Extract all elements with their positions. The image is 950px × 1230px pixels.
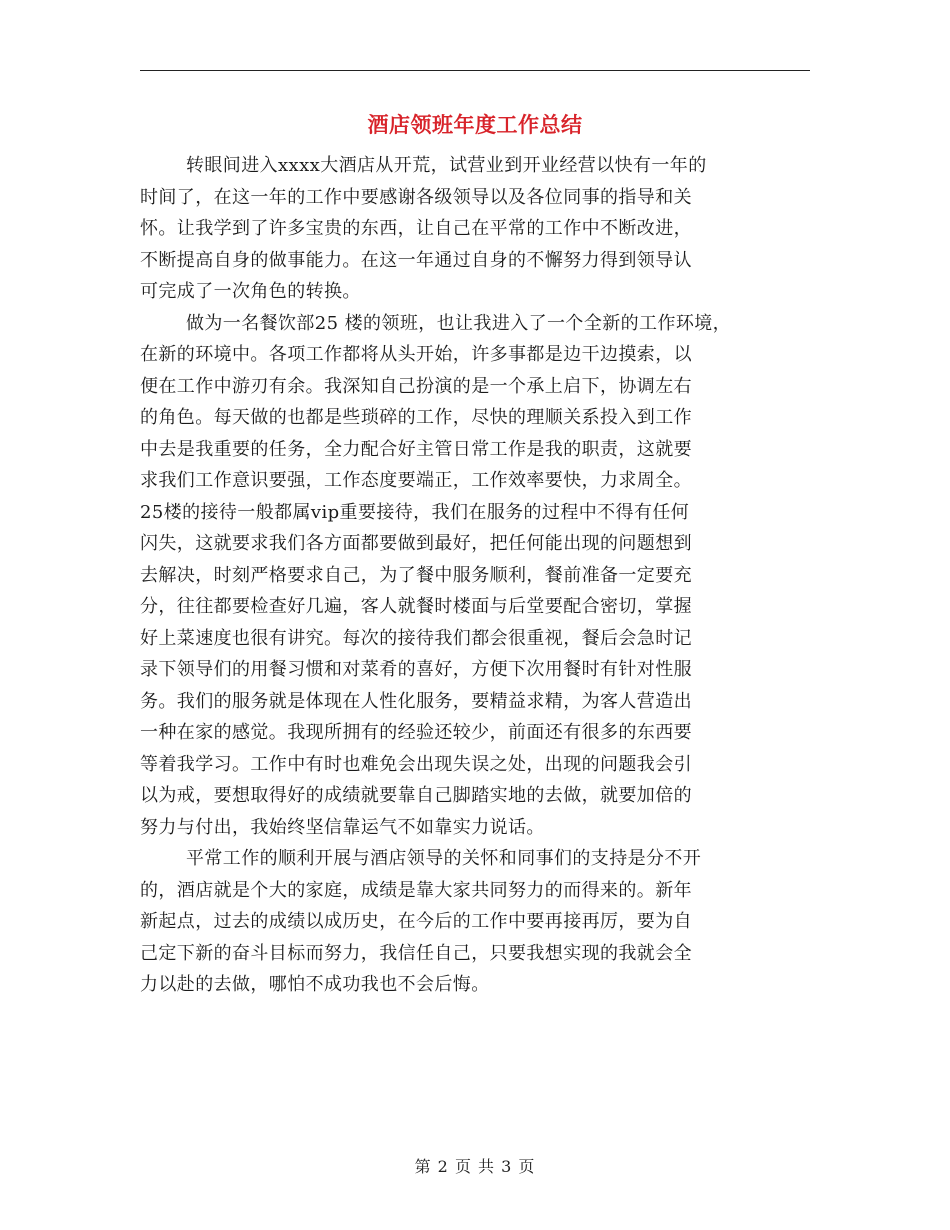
text-line: 在新的环境中。各项工作都将从头开始，许多事都是边干边摸索，以 <box>140 344 692 365</box>
text-line: 闪失，这就要求我们各方面都要做到最好，把任何能出现的问题想到 <box>140 533 692 554</box>
paragraph-3 <box>140 843 800 1001</box>
paragraph-1 <box>140 150 800 308</box>
text-line: 新起点，过去的成绩以成历史，在今后的工作中要再接再厉，要为自 <box>140 911 692 932</box>
text-line: 平常工作的顺利开展与酒店领导的关怀和同事们的支持是分不开 <box>186 848 702 869</box>
text-line: 努力与付出，我始终坚信靠运气不如靠实力说话。 <box>140 816 545 838</box>
text-line: 去解决，时刻严格要求自己，为了餐中服务顺利，餐前准备一定要充 <box>140 564 692 586</box>
text-line: 的角色。每天做的也都是些琐碎的工作，尽快的理顺关系投入到工作 <box>140 407 692 428</box>
text-line: 求我们工作意识要强，工作态度要端正，工作效率要快，力求周全。 <box>140 470 692 491</box>
text-line: 以为戒，要想取得好的成绩就要靠自己脚踏实地的去做，就要加倍的 <box>140 785 692 806</box>
text-line: 力以赴的去做，哪怕不成功我也不会后悔。 <box>140 974 490 995</box>
text-line: 25楼的接待一般都属vip重要接待，我们在服务的过程中不得有任何 <box>140 501 690 523</box>
text-line: 转眼间进入xxxx大酒店从开荒，试营业到开业经营以快有一年的 <box>186 155 707 176</box>
header-rule <box>140 70 810 71</box>
text-line: 不断提高自身的做事能力。在这一年通过自身的不懈努力得到领导认 <box>140 249 692 271</box>
text-line: 时间了，在这一年的工作中要感谢各级领导以及各位同事的指导和关 <box>140 186 692 208</box>
text-line: 便在工作中游刃有余。我深知自己扮演的是一个承上启下，协调左右 <box>140 375 692 397</box>
text-line: 好上菜速度也很有讲究。每次的接待我们都会很重视，餐后会急时记 <box>140 627 692 649</box>
text-line: 做为一名餐饮部25 楼的领班，也让我进入了一个全新的工作环境， <box>186 312 732 334</box>
paragraph-2 <box>140 308 800 844</box>
text-line: 的，酒店就是个大的家庭，成绩是靠大家共同努力的而得来的。新年 <box>140 879 692 901</box>
text-line: 己定下新的奋斗目标而努力，我信任自己，只要我想实现的我就会全 <box>140 942 692 964</box>
page-number-footer: 第 2 页 共 3 页 <box>414 1157 536 1176</box>
document-body <box>140 150 800 1001</box>
text-line: 分，往往都要检查好几遍，客人就餐时楼面与后堂要配合密切，掌握 <box>140 596 692 617</box>
text-line: 等着我学习。工作中有时也难免会出现失误之处，出现的问题我会引 <box>140 753 692 775</box>
text-line: 怀。让我学到了许多宝贵的东西，让自己在平常的工作中不断改进， <box>140 218 692 239</box>
text-line: 一种在家的感觉。我现所拥有的经验还较少，前面还有很多的东西要 <box>140 722 692 743</box>
text-line: 务。我们的服务就是体现在人性化服务，要精益求精，为客人营造出 <box>140 690 692 712</box>
text-line: 可完成了一次角色的转换。 <box>140 281 361 302</box>
text-line: 中去是我重要的任务，全力配合好主管日常工作是我的职责，这就要 <box>140 438 692 460</box>
text-line: 录下领导们的用餐习惯和对菜肴的喜好，方便下次用餐时有针对性服 <box>140 659 692 680</box>
document-title: 酒店领班年度工作总结 <box>367 112 583 137</box>
